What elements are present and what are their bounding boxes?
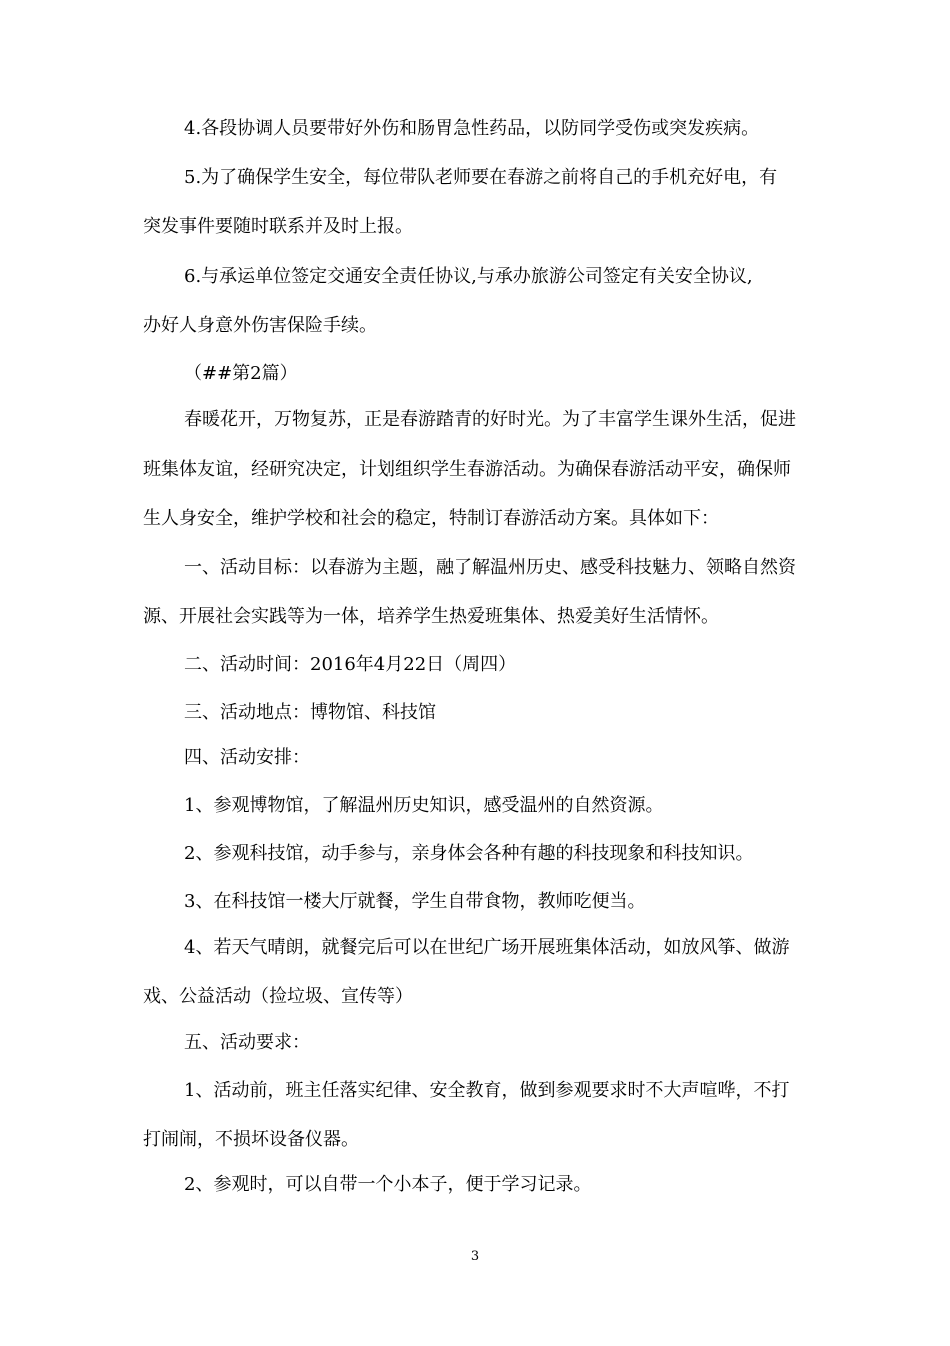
paragraph-line: 打闹闹，不损坏设备仪器。: [143, 1129, 359, 1150]
section-heading: （##第2篇）: [184, 363, 298, 384]
paragraph-line: 春暖花开，万物复苏，正是春游踏青的好时光。为了丰富学生课外生活，促进: [184, 409, 796, 430]
paragraph-line: 三、活动地点：博物馆、科技馆: [184, 702, 436, 723]
paragraph-line: 突发事件要随时联系并及时上报。: [143, 216, 413, 237]
paragraph-line: 2、参观科技馆，动手参与，亲身体会各种有趣的科技现象和科技知识。: [184, 843, 754, 864]
paragraph-line: 6.与承运单位签定交通安全责任协议,与承办旅游公司签定有关安全协议,: [184, 266, 753, 287]
paragraph-line: 5.为了确保学生安全，每位带队老师要在春游之前将自己的手机充好电，有: [184, 167, 778, 188]
paragraph-line: 二、活动时间：2016年4月22日（周四）: [184, 654, 517, 675]
paragraph-line: 办好人身意外伤害保险手续。: [143, 315, 377, 336]
paragraph-line: 四、活动安排：: [184, 747, 310, 768]
paragraph-line: 戏、公益活动（捡垃圾、宣传等）: [143, 986, 413, 1007]
paragraph-line: 4.各段协调人员要带好外伤和肠胃急性药品，以防同学受伤或突发疾病。: [184, 118, 760, 139]
paragraph-line: 3、在科技馆一楼大厅就餐，学生自带食物，教师吃便当。: [184, 891, 646, 912]
paragraph-line: 一、活动目标：以春游为主题，融了解温州历史、感受科技魅力、领略自然资: [184, 557, 796, 578]
paragraph-line: 1、活动前，班主任落实纪律、安全教育，做到参观要求时不大声喧哗，不打: [184, 1080, 790, 1101]
paragraph-line: 五、活动要求：: [184, 1032, 310, 1053]
paragraph-line: 生人身安全，维护学校和社会的稳定，特制订春游活动方案。具体如下：: [143, 508, 719, 529]
paragraph-line: 1、参观博物馆，了解温州历史知识，感受温州的自然资源。: [184, 795, 664, 816]
paragraph-line: 源、开展社会实践等为一体，培养学生热爱班集体、热爱美好生活情怀。: [143, 606, 719, 627]
paragraph-line: 4、若天气晴朗，就餐完后可以在世纪广场开展班集体活动，如放风筝、做游: [184, 937, 790, 958]
paragraph-line: 班集体友谊，经研究决定，计划组织学生春游活动。为确保春游活动平安，确保师: [143, 459, 791, 480]
page-number: 3: [470, 1249, 480, 1264]
paragraph-line: 2、参观时，可以自带一个小本子，便于学习记录。: [184, 1174, 592, 1195]
